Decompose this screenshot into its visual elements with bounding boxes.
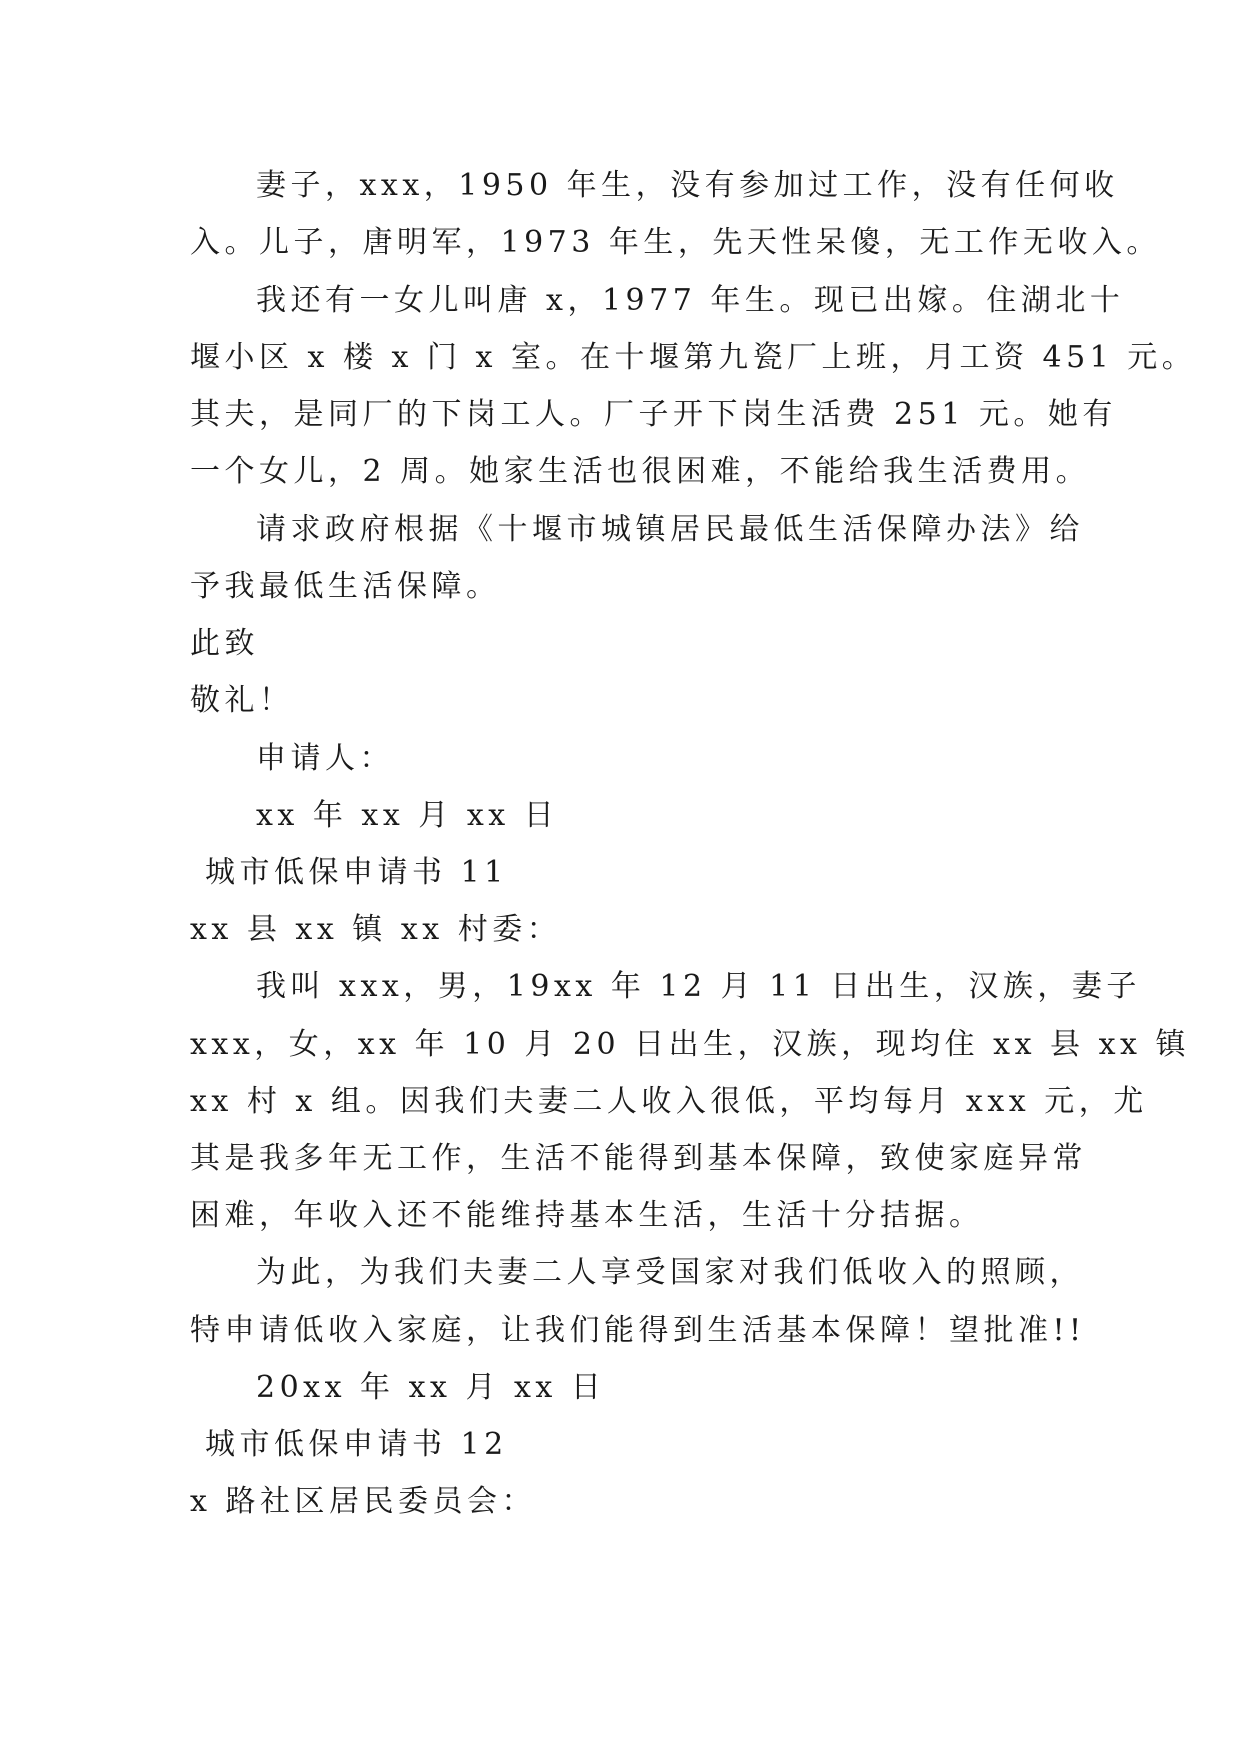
paragraph-line: 其是我多年无工作，生活不能得到基本保障，致使家庭异常 bbox=[190, 1141, 1087, 1176]
paragraph-line: 请求政府根据《十堰市城镇居民最低生活保障办法》给 bbox=[256, 512, 1084, 547]
paragraph-line: 我还有一女儿叫唐 x，1977 年生。现已出嫁。住湖北十 bbox=[256, 283, 1125, 318]
addressee-line: xx 县 xx 镇 xx 村委： bbox=[190, 912, 562, 947]
paragraph-line: 我叫 xxx，男，19xx 年 12 月 11 日出生，汉族，妻子 bbox=[256, 969, 1141, 1004]
paragraph-line: 其夫，是同厂的下岗工人。厂子开下岗生活费 251 元。她有 bbox=[190, 397, 1117, 432]
paragraph-line: 为此，为我们夫妻二人享受国家对我们低收入的照顾， bbox=[256, 1255, 1084, 1290]
addressee-line: x 路社区居民委员会： bbox=[190, 1484, 536, 1519]
paragraph-line: xx 村 x 组。因我们夫妻二人收入很低，平均每月 xxx 元，尤 bbox=[190, 1084, 1148, 1119]
signature-line: 申请人： bbox=[256, 741, 394, 776]
closing-line: 敬礼！ bbox=[190, 683, 294, 718]
paragraph-line: 堰小区 x 楼 x 门 x 室。在十堰第九瓷厂上班，月工资 451 元。 bbox=[190, 340, 1197, 375]
date-line: 20xx 年 xx 月 xx 日 bbox=[256, 1370, 606, 1405]
section-heading: 城市低保申请书 12 bbox=[205, 1427, 508, 1462]
paragraph-line: xxx，女，xx 年 10 月 20 日出生，汉族，现均住 xx 县 xx 镇 bbox=[190, 1027, 1190, 1062]
paragraph-line: 妻子，xxx，1950 年生，没有参加过工作，没有任何收 bbox=[256, 168, 1119, 203]
paragraph-line: 予我最低生活保障。 bbox=[190, 569, 501, 604]
paragraph-line: 困难，年收入还不能维持基本生活，生活十分拮据。 bbox=[190, 1198, 984, 1233]
closing-line: 此致 bbox=[190, 626, 259, 661]
date-line: xx 年 xx 月 xx 日 bbox=[256, 798, 559, 833]
paragraph-line: 特申请低收入家庭，让我们能得到生活基本保障！望批准!! bbox=[190, 1313, 1086, 1348]
section-heading: 城市低保申请书 11 bbox=[205, 855, 508, 890]
paragraph-line: 入。儿子，唐明军，1973 年生，先天性呆傻，无工作无收入。 bbox=[190, 225, 1161, 260]
paragraph-line: 一个女儿，2 周。她家生活也很困难，不能给我生活费用。 bbox=[190, 454, 1091, 489]
